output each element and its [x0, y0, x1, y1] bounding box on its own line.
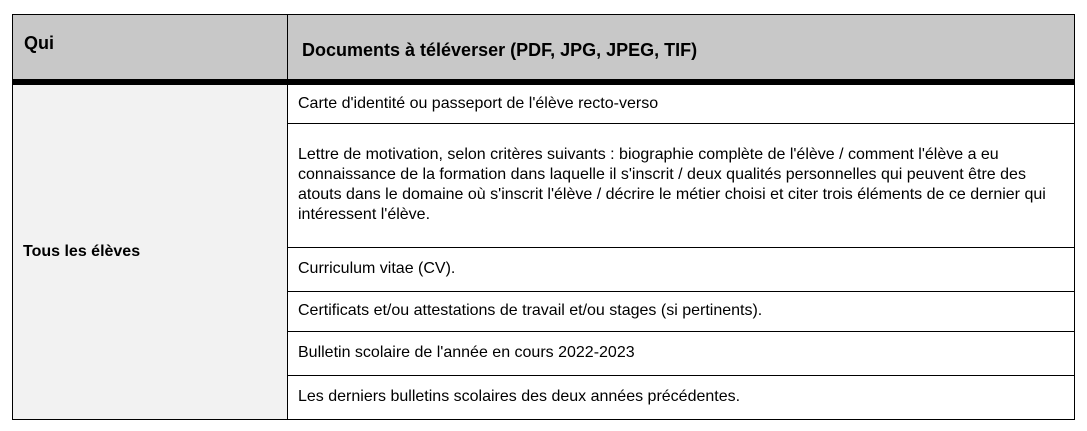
- document-cell: Curriculum vitae (CV).: [288, 247, 1075, 291]
- table-row: [13, 82, 1075, 123]
- document-cell: Les derniers bulletins scolaires des deux années précédentes.: [288, 375, 1075, 419]
- document-cell: Bulletin scolaire de l'année en cours 2022-2023: [288, 331, 1075, 375]
- documents-table: [12, 14, 1075, 420]
- header-qui: Qui: [13, 15, 288, 83]
- document-cell: Certificats et/ou attestations de travail et/ou stages (si pertinents).: [288, 291, 1075, 331]
- header-documents: Documents à téléverser (PDF, JPG, JPEG, TIF): [288, 15, 1075, 83]
- who-cell: Tous les élèves: [13, 82, 288, 420]
- document-cell: Carte d'identité ou passeport de l'élève recto-verso: [288, 82, 1075, 123]
- table-header-row: [13, 15, 1075, 83]
- document-cell: Lettre de motivation, selon critères suivants : biographie complète de l'élève / comment l'élève a eu connaissance de la formation dans laquelle il s'inscrit / deux qualités personnelles qui peuvent être des atouts dans le domaine où s'inscrit l'élève / décrire le métier choisi et citer trois éléments de ce dernier qui intéressent l'élève.: [288, 123, 1075, 247]
